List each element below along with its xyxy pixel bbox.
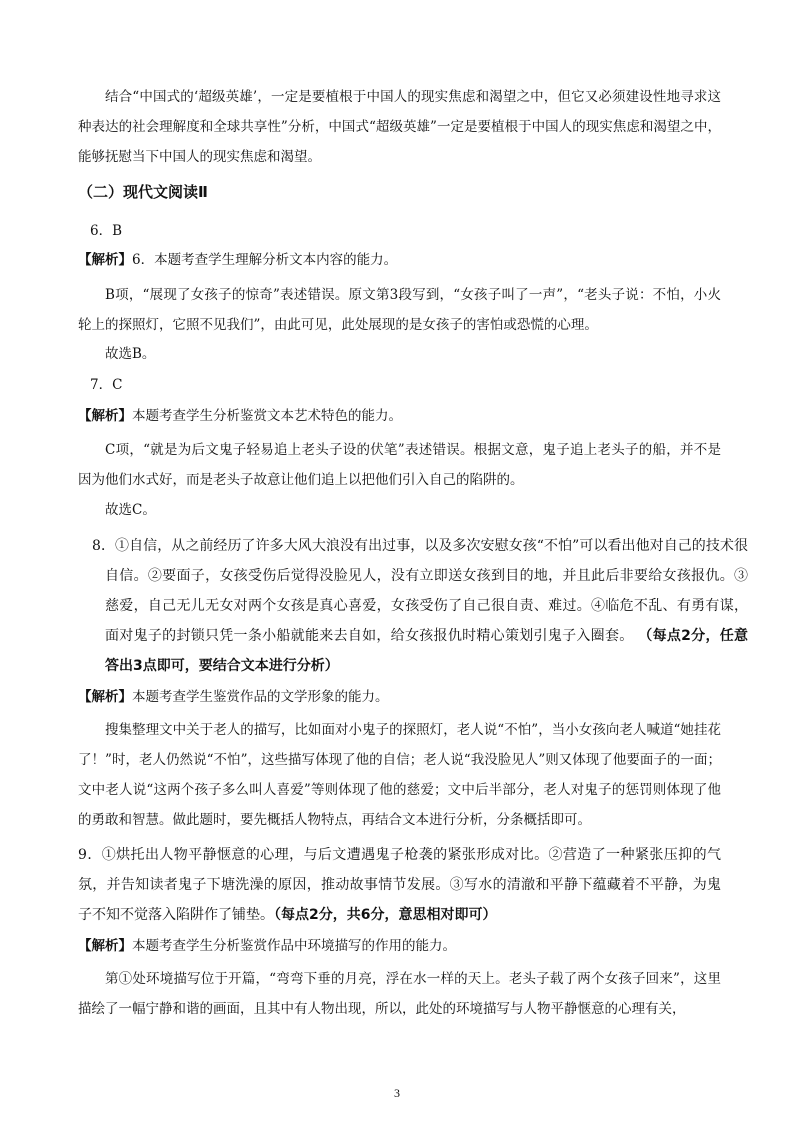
page-number: 3 (394, 1086, 400, 1100)
q9-analysis (78, 933, 721, 959)
q7-detail: C项，“就是为后文鬼子轻易追上老头子设的伏笔”表述错误。根据文意，鬼子追上老头子的船，并不是因为他们水式好，而是老头子故意让他们追上以把他们引入自己的陷阱的。 (78, 442, 721, 488)
q7-analysis-intro: 本题考查学生分析鉴赏文本艺术特色的能力。 (132, 408, 402, 424)
q9-detail: 第①处环境描写位于开篇，“弯弯下垂的月亮，浮在水一样的天上。老头子载了两个女孩子回来”，这里描绘了一幅宁静和谐的画面，且其中有人物出现，所以，此处的环境描写与人物平静惬意的心理有关， (78, 971, 721, 1017)
q6-analysis-intro: 6．本题考查学生理解分析文本内容的能力。 (132, 252, 398, 268)
q8-answer (78, 531, 748, 681)
q9-analysis-tag: 【解析】 (78, 938, 132, 954)
q6-analysis-tag: 【解析】 (78, 252, 132, 268)
intro-paragraph: 结合“中国式的‘超级英雄’，一定是要植根于中国人的现实焦虑和渴望之中，但它又必须建设性地寻求这种表达的社会理解度和全球共享性”分析，中国式“超级英雄”一定是要植根于中国人的现实焦虑和渴望之中，能够抚慰当下中国人的现实焦虑和渴望。 (78, 89, 721, 165)
q7-answer: 7．C (90, 377, 123, 393)
q7-analysis-tag: 【解析】 (78, 408, 132, 424)
q8-detail: 搜集整理文中关于老人的描写，比如面对小鬼子的探照灯，老人说“不怕”，当小女孩向老人喊道“她挂花了！”时，老人仍然说“不怕”，这些描写体现了他的自信；老人说“我没脸见人”则又体现了他要面子的一面；文中老人说“这两个孩子多么叫人喜爱”等则体现了他的慈爱；文中后半部分，老人对鬼子的惩罚则体现了他的勇敢和智慧。做此题时，要先概括人物特点，再结合文本进行分析，分条概括即可。 (78, 722, 721, 828)
q9-scoring: （每点2分，共6分，意思相对即可） (274, 907, 497, 923)
q6-analysis (78, 247, 721, 273)
q6-detail: B项，“展现了女孩子的惊奇”表述错误。原文第3段写到，“女孩子叫了一声”，“老头子说：不怕，小火轮上的探照灯，它照不见我们”，由此可见，此处展现的是女孩子的害怕或恐慌的心理。 (78, 287, 721, 333)
q8-scoring: （每点2分，任意答出3点即可，要结合文本进行分析） (105, 628, 749, 674)
q8-analysis (78, 684, 721, 710)
q6-answer: 6．B (90, 223, 123, 239)
q7-conclusion: 故选C。 (105, 502, 156, 518)
q8-analysis-tag: 【解析】 (78, 689, 132, 705)
q8-answer-text: 8．①自信，从之前经历了许多大风大浪没有出过事，以及多次安慰女孩“不怕”可以看出他对自己的技术很自信。②要面子，女孩受伤后觉得没脸见人，没有立即送女孩到目的地，并且此后非要给女孩报仇。③慈爱，自己无儿无女对两个女孩是真心喜爱，女孩受伤了自己很自责、难过。④临危不乱、有勇有谋，面对鬼子的封锁只凭一条小船就能来去自如，给女孩报仇时精心策划引鬼子入圈套。 (92, 538, 748, 644)
q6-conclusion: 故选B。 (105, 346, 156, 362)
q9-analysis-intro: 本题考查学生分析鉴赏作品中环境描写的作用的能力。 (132, 938, 456, 954)
q9-answer (78, 840, 721, 930)
q8-analysis-intro: 本题考查学生鉴赏作品的文学形象的能力。 (132, 689, 389, 705)
section-heading: （二）现代文阅读Ⅱ (78, 183, 208, 201)
q7-analysis (78, 403, 721, 429)
q9-answer-text: 9．①烘托出人物平静惬意的心理，与后文遭遇鬼子枪袭的紧张形成对比。②营造了一种紧张压抑的气氛，并告知读者鬼子下塘洗澡的原因，推动故事情节发展。③写水的清澈和平静下蕴藏着不平静，为鬼子不知不觉落入陷阱作了铺垫。 (78, 847, 721, 923)
